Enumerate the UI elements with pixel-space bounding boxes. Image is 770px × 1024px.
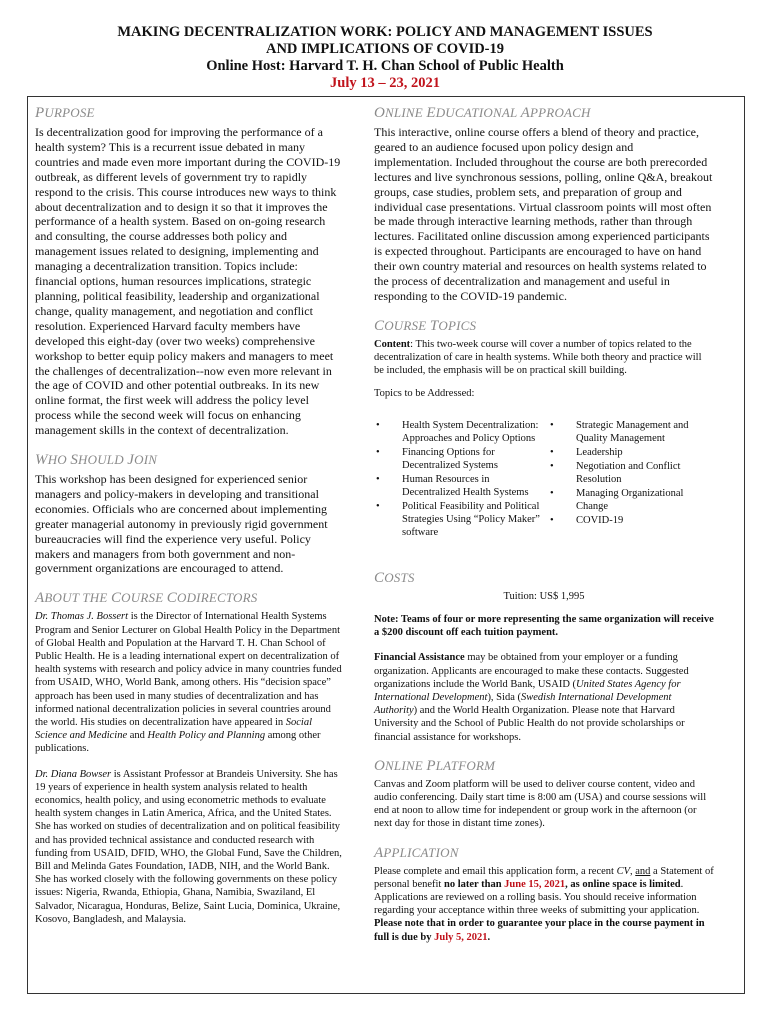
purpose-text: Is decentralization good for improving the performance of a health system? This is a recurrent issue debated in many countries and made even more important during the COVID-19 outbreak, as different levels of government try to rapidly respond to the crisis. This course introduces new ways to think about decentralization and to design it so that it improves the performance of a health system. Based on on-going research and consulting, the course addresses both policy and management issues related to designing, implementing and managing a decentralization transition. Topics include: financial options, human resources implications, strategic planning, political feasibility, leadership and organizational change, quality management, and negotiation and conflict resolution. Experienced Harvard faculty members have developed this eight-day (over two weeks) comprehensive workshop to better equip policy makers and managers to meet the challenges of decentralization--now even more relevant in the age of COVID and other potential outbreaks. In its new online format, the first week will address the policy level process while the second week will focus on enhancing management skills in the context of decentralization. (35, 125, 341, 438)
costs-heading: COSTS (374, 569, 415, 586)
topics-addressed-label: Topics to be Addressed: (374, 388, 475, 400)
right-column (374, 105, 714, 944)
application-deadline: June 15, 2021 (504, 878, 566, 890)
topic-item: • Negotiation and Conflict Resolution (548, 460, 708, 486)
topics-list (374, 419, 714, 540)
topic-item: • COVID-19 (548, 514, 708, 527)
title-line-1: MAKING DECENTRALIZATION WORK: POLICY AND MANAGEMENT ISSUES (117, 24, 653, 40)
topics-right-list (548, 419, 708, 540)
topic-item: • Human Resources in Decentralized Health Systems (374, 473, 548, 499)
title-line-2: AND IMPLICATIONS OF COVID-19 (265, 41, 505, 57)
platform-text: Canvas and Zoom platform will be used to deliver course content, video and audio conferencing. Daily start time is 8:00 am (USA) and course sessions will end at noon to allow time for independent or group work in the afternoon (or next day for those in distant time zones). (374, 778, 707, 830)
bowser-bio: Dr. Diana Bowser is Assistant Professor at Brandeis University. She has 19 years of experience in health system analysis related to health economics, health policy, and using econometric methods to evaluate health system changes in Latin America, Africa, and the United States. She has worked on studies of decentralization and on political feasibility and has provided technical assistance and conducted research with funding from USAID, DFID, WHO, the Global Fund, Save the Children, Bill and Melinda Gates Foundation, IADB, NIH, and the World Bank. She has worked closely with the following governments on these policy issues: Nigeria, Rwanda, Ethiopia, Ghana, Namibia, Swaziland, El Salvador, Nicaragua, Honduras, Belize, Saint Lucia, Dominica, Ukraine, Kosovo, Bangladesh, and Malaysia. (35, 768, 342, 925)
approach-heading: ONLINE EDUCATIONAL APPROACH (374, 105, 591, 121)
host-line: Online Host: Harvard T. H. Chan School of Public Health (206, 58, 564, 74)
tuition: Tuition: US$ 1,995 (503, 590, 585, 602)
document-header (0, 24, 770, 92)
course-dates: July 13 – 23, 2021 (330, 75, 440, 91)
topic-item: • Strategic Management and Quality Management (548, 419, 708, 445)
content-frame (27, 96, 745, 994)
financial-assistance: Financial Assistance may be obtained from your employer or a funding organization. Applicants are encouraged to make these contacts. Suggested organizations include the World Bank, USAID (United States Agency for International Development), Sida (Swedish International Development Authority) and the World Health Organization. Please note that Harvard University and the School of Public Health do not provide scholarships or financial assistance for workshops. (374, 652, 689, 743)
topic-item: • Health System Decentralization: Approaches and Policy Options (374, 419, 548, 445)
approach-text: This interactive, online course offers a blend of theory and practice, geared to an audience focused upon policy design and implementation. Included throughout the course are both prerecorded lectures and live synchronous sessions, polling, online Q&A, breakout groups, case studies, problem sets, and preparation of group and individual case presentations. Virtual classroom points will most often be made through interactive learning methods, rather than through lectures. Facilitated online discussion among experienced participants is expected throughout. Participants are encouraged to have on hand their own country material and resources on health systems related to the process of decentralization and management and useful in responding to the COVID-19 pandemic. (374, 125, 713, 303)
application-heading: APPLICATION (374, 844, 459, 861)
topic-item: • Leadership (548, 446, 708, 459)
platform-heading: ONLINE PLATFORM (374, 757, 496, 774)
who-should-join-heading: WHO SHOULD JOIN (35, 452, 158, 469)
topic-item: • Managing Organizational Change (548, 487, 708, 513)
topics-left-list (374, 419, 548, 540)
topic-item: • Political Feasibility and Political Strategies Using “Policy Maker” software (374, 500, 548, 539)
payment-due-date: July 5, 2021 (434, 931, 488, 943)
topics-content: Content: This two-week course will cover a number of topics related to the decentralization of care in health systems. While both theory and practice will be included, the emphasis will be on practical skill building. (374, 338, 702, 377)
topics-heading: COURSE TOPICS (374, 317, 477, 334)
topic-item: • Financing Options for Decentralized Systems (374, 446, 548, 472)
purpose-heading: PURPOSE (35, 105, 95, 121)
left-column (35, 105, 342, 926)
team-discount-note: Note: Teams of four or more representing the same organization will receive a $200 discount off each tuition payment. (374, 613, 714, 639)
who-should-join-text: This workshop has been designed for experienced senior managers and policy-makers in developing and transitional economies. Officials who are concerned about implementing greater managerial autonomy in previously rigid government bureaucracies will find the experience very useful. Policy makers and managers from both government and non-government organizations are encouraged to attend. (35, 472, 328, 576)
application-text: Please complete and email this application form, a recent CV, and a Statement of personal benefit no later than June 15, 2021, as online space is limited. Applications are reviewed on a rolling basis. You should receive information regarding your acceptance within three weeks of submitting your application. Please note that in order to guarantee your place in the course payment in full is due by July 5, 2021. (374, 865, 714, 943)
bossert-bio: Dr. Thomas J. Bossert is the Director of International Health Systems Program and Senior Lecturer on Global Health Policy in the Department of Global Health and Population at the Harvard T. H. Chan School of Public Health. He is a leading international expert on decentralization of health systems with research and policy advice in many countries funded from USAID, WHO, World Bank, among others. His “decision space” approach has been used in many studies of decentralization and has informed national decentralization policies in several countries around the world. His studies on decentralization have appeared in Social Science and Medicine and Health Policy and Planning among other publications. (35, 611, 342, 755)
codirectors-heading: ABOUT THE COURSE CODIRECTORS (35, 590, 258, 607)
